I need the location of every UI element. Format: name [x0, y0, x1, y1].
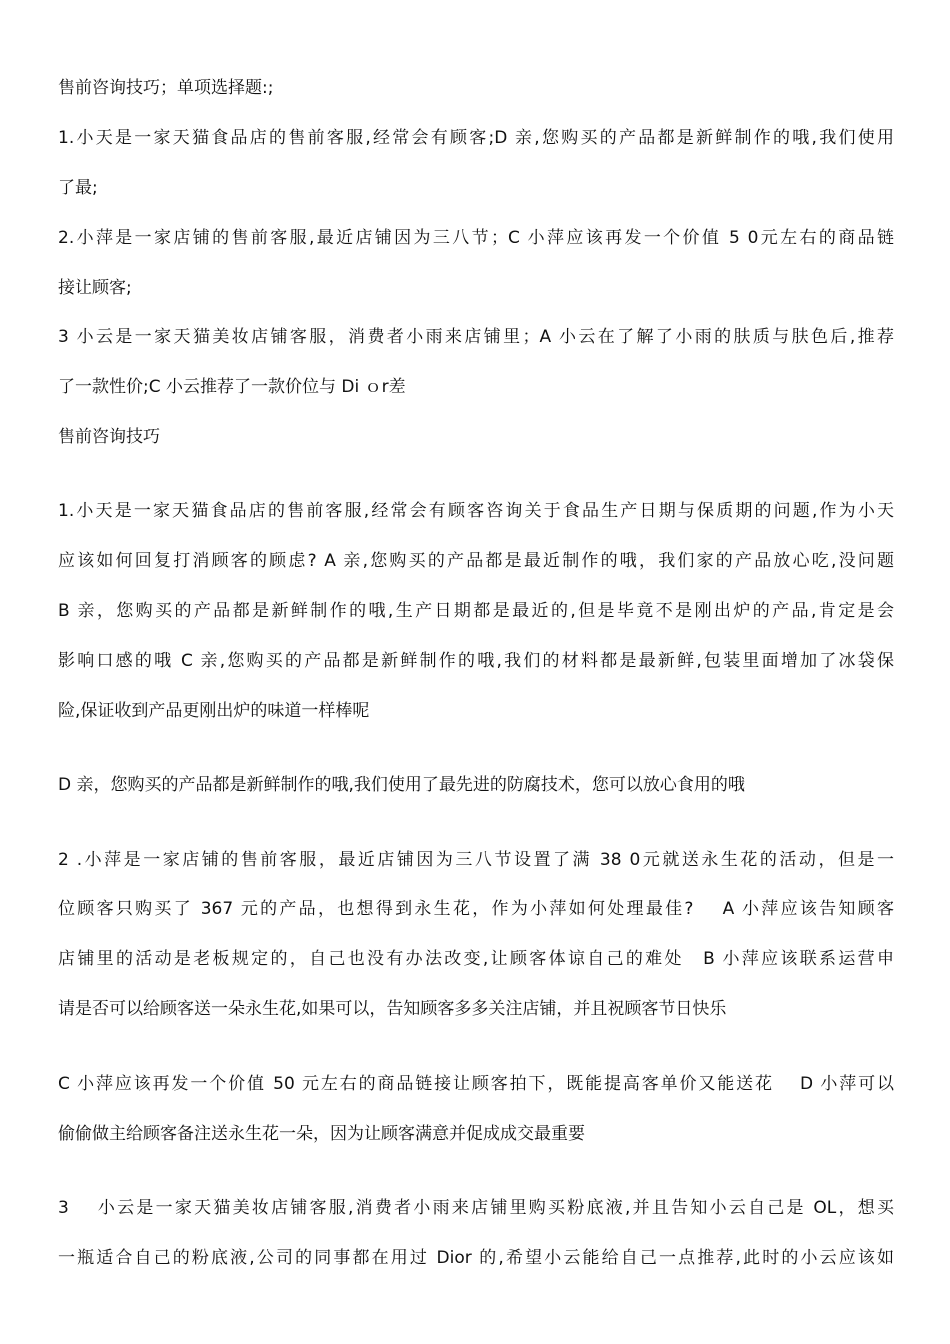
question-1-line: B 亲，您购买的产品都是新鲜制作的哦,生产日期都是最近的,但是毕竟不是刚出炉的产品,肯定是会: [58, 601, 894, 621]
question-2-options-line: 偷偷做主给顾客备注送永生花一朵，因为让顾客满意并促成成交最重要: [58, 1124, 585, 1144]
question-1-option-d: D 亲，您购买的产品都是新鲜制作的哦,我们使用了最先进的防腐技术，您可以放心食用的哦: [58, 775, 745, 795]
question-1-line: 影响口感的哦 C 亲,您购买的产品都是新鲜制作的哦,我们的材料都是最新鲜,包装里面增加了冰袋保: [58, 651, 894, 671]
summary-line: 3 小云是一家天猫美妆店铺客服，消费者小雨来店铺里；A 小云在了解了小雨的肤质与肤色后,推荐: [58, 327, 894, 347]
summary-line: 了一款性价;C 小云推荐了一款价位与 Di ｏr差: [58, 377, 406, 397]
question-3-line: 3 小云是一家天猫美妆店铺客服,消费者小雨来店铺里购买粉底液,并且告知小云自己是 OL，想买: [58, 1198, 894, 1218]
summary-line: 了最;: [58, 178, 98, 198]
question-2-line: 2 .小萍是一家店铺的售前客服，最近店铺因为三八节设置了满 38 0元就送永生花的活动，但是一: [58, 850, 894, 870]
section-title: 售前咨询技巧: [58, 427, 160, 447]
question-1-line: 险,保证收到产品更刚出炉的味道一样棒呢: [58, 701, 370, 721]
summary-line: 接让顾客;: [58, 278, 132, 298]
question-2-line: 店铺里的活动是老板规定的，自己也没有办法改变,让顾客体谅自己的难处 B 小萍应该联系运营申: [58, 949, 894, 969]
question-2-line: 请是否可以给顾客送一朵永生花,如果可以，告知顾客多多关注店铺，并且祝顾客节日快乐: [58, 999, 727, 1019]
summary-line: 2.小萍是一家店铺的售前客服,最近店铺因为三八节；C 小萍应该再发一个价值 5 0元左右的商品链: [58, 228, 894, 248]
summary-title: 售前咨询技巧；单项选择题:;: [58, 78, 274, 98]
question-1-line: 应该如何回复打消顾客的顾虑? A 亲,您购买的产品都是最近制作的哦，我们家的产品放心吃,没问题: [58, 551, 894, 571]
summary-line: 1.小天是一家天猫食品店的售前客服,经常会有顾客;D 亲,您购买的产品都是新鲜制作的哦,我们使用: [58, 128, 894, 148]
question-3-line: 一瓶适合自己的粉底液,公司的同事都在用过 Dior 的,希望小云能给自己一点推荐,此时的小云应该如: [58, 1248, 894, 1268]
question-1-line: 1.小天是一家天猫食品店的售前客服,经常会有顾客咨询关于食品生产日期与保质期的问题,作为小天: [58, 501, 894, 521]
question-2-options-line: C 小萍应该再发一个价值 50 元左右的商品链接让顾客拍下，既能提高客单价又能送花 D 小萍可以: [58, 1074, 894, 1094]
question-2-line: 位顾客只购买了 367 元的产品，也想得到永生花，作为小萍如何处理最佳? A 小萍应该告知顾客: [58, 899, 894, 919]
